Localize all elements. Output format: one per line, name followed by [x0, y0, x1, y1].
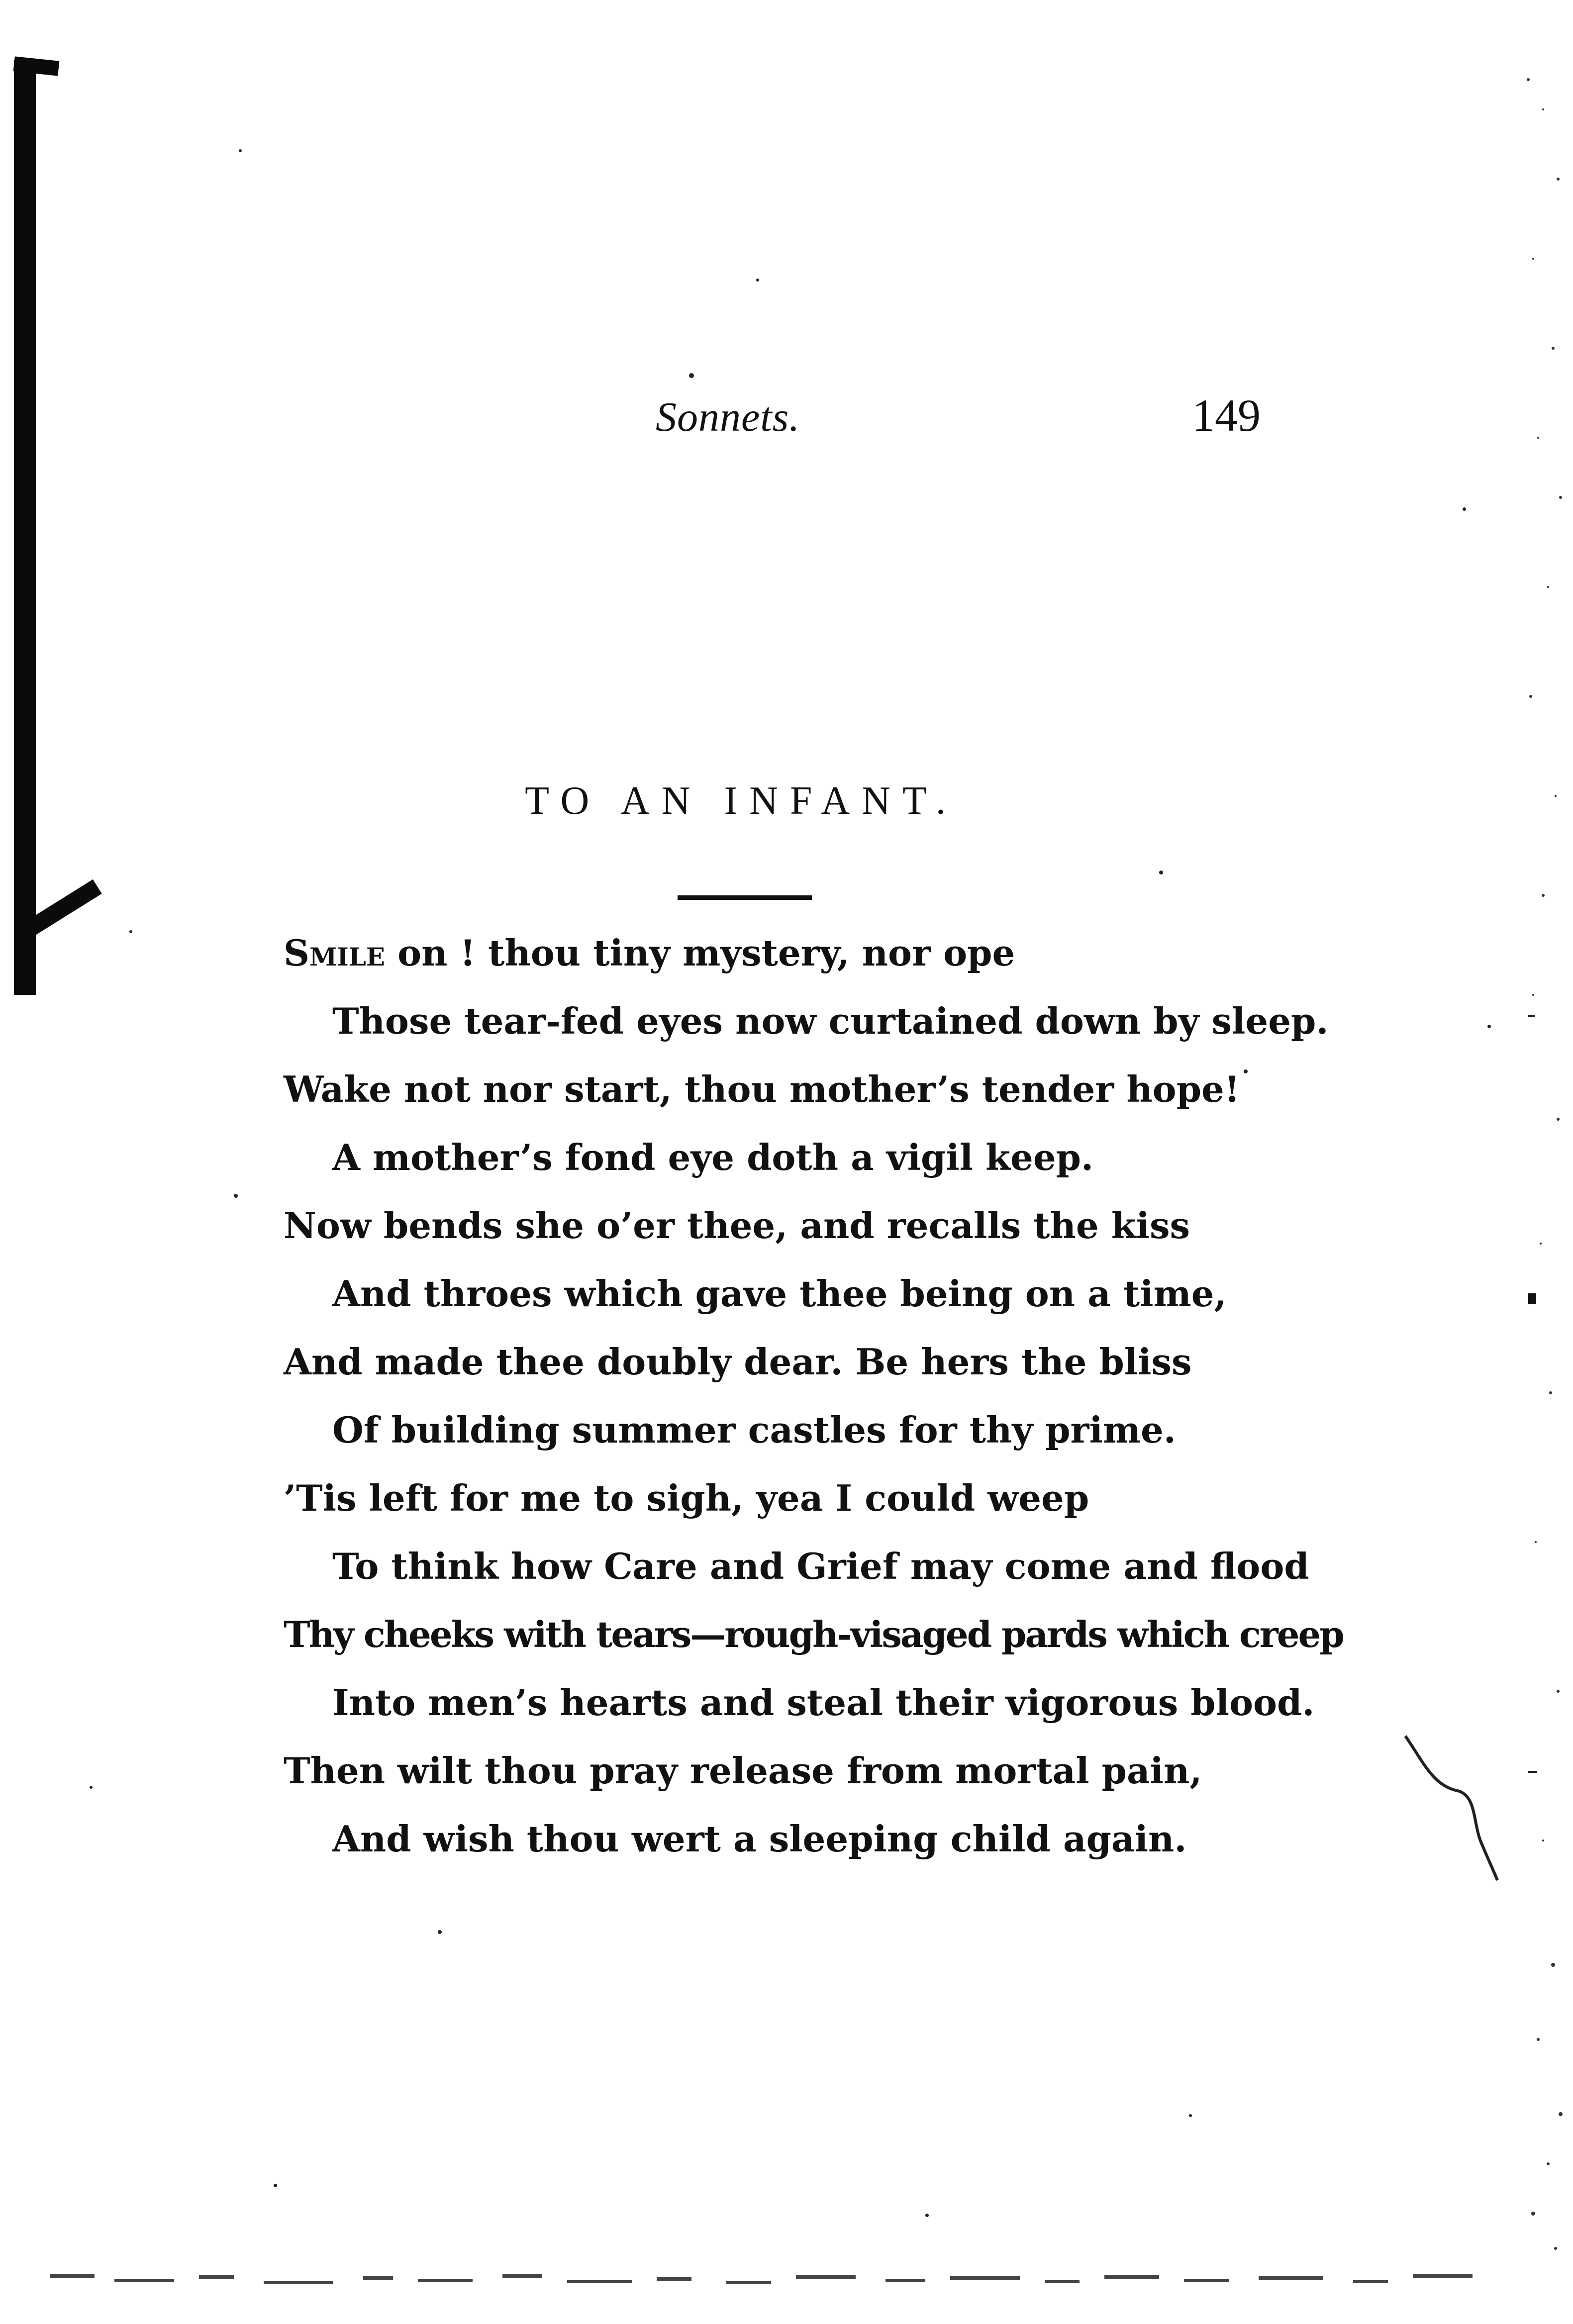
- page-number: 149: [1192, 390, 1261, 441]
- scan-speck: [90, 1786, 93, 1789]
- scan-speck: [129, 930, 132, 933]
- poem-line-1: [284, 932, 1015, 974]
- poem-title: TO AN INFANT.: [525, 779, 958, 823]
- poem-line-13: Then wilt thou pray release from mortal pain,: [284, 1749, 1202, 1792]
- paper-crack-mark: [1403, 1731, 1502, 1890]
- poem-line-3: Wake not nor start, thou mother’s tender hope!: [284, 1068, 1240, 1110]
- scan-speck: [1189, 2114, 1192, 2117]
- scan-speck: [239, 149, 242, 152]
- scan-speck: [756, 279, 759, 282]
- poem-line-12: Into men’s hearts and steal their vigorous blood.: [332, 1681, 1315, 1724]
- scan-speck: [1159, 871, 1163, 874]
- scan-noise-bottom-edge: [40, 2244, 1532, 2314]
- binding-edge-bar: [14, 60, 36, 995]
- scan-speck: [438, 1930, 442, 1934]
- running-head-title: Sonnets.: [656, 394, 800, 440]
- title-rule: [678, 895, 812, 900]
- scan-speck: [689, 373, 694, 378]
- poem-line-6: And throes which gave thee being on a time,: [332, 1272, 1227, 1315]
- scan-speck: [234, 1194, 238, 1198]
- binding-edge-notch: [25, 879, 102, 936]
- poem-line-7: And made thee doubly dear. Be hers the bliss: [284, 1341, 1192, 1383]
- scan-speck: [1244, 1069, 1248, 1073]
- running-head: [0, 390, 1573, 463]
- poem-line-9: ’Tis left for me to sigh, yea I could weep: [284, 1477, 1089, 1519]
- poem-line-10: To think how Care and Grief may come and flood: [332, 1545, 1309, 1587]
- scan-speck: [274, 2184, 277, 2187]
- poem-line-text: on ! thou tiny mystery, nor ope: [385, 932, 1015, 974]
- scan-speck: [925, 2214, 929, 2217]
- scan-noise-right-edge: [1513, 50, 1573, 2288]
- poem-line-8: Of building summer castles for thy prime.: [332, 1409, 1176, 1451]
- poem-first-word: Smile: [284, 932, 385, 974]
- poem-line-4: A mother’s fond eye doth a vigil keep.: [332, 1136, 1094, 1178]
- scan-speck: [1463, 507, 1466, 511]
- scan-speck: [1487, 1025, 1491, 1028]
- poem-line-5: Now bends she o’er thee, and recalls the kiss: [284, 1204, 1190, 1247]
- poem-line-14: And wish thou wert a sleeping child again.: [332, 1818, 1187, 1860]
- poem-line-11: Thy cheeks with tears—rough-visaged pards which creep: [284, 1613, 1343, 1655]
- poem-line-2: Those tear-fed eyes now curtained down by sleep.: [332, 1000, 1329, 1042]
